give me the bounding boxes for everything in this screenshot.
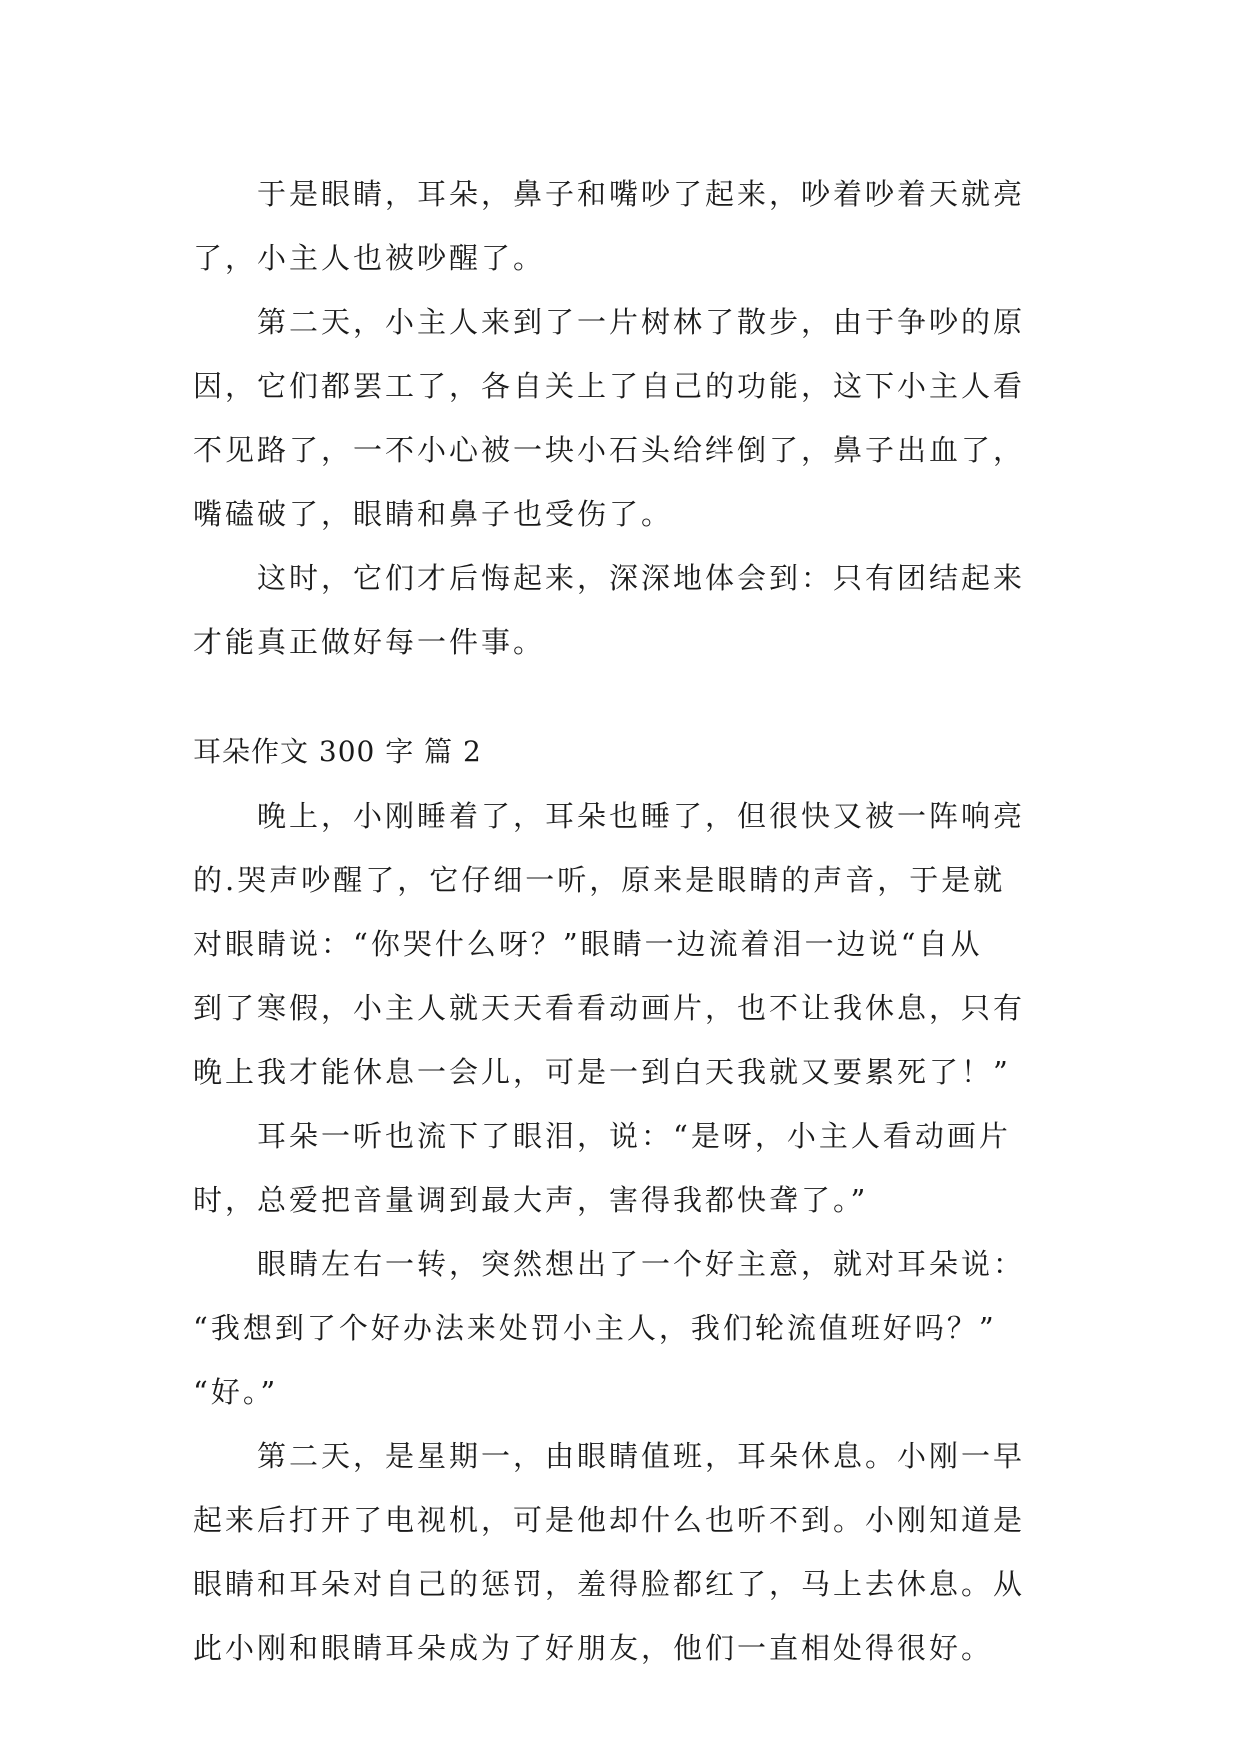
paragraph	[193, 162, 1073, 290]
text-line: 因，它们都罢工了，各自关上了自己的功能，这下小主人看	[193, 369, 1026, 403]
text-line: 耳朵一听也流下了眼泪，说：“是呀，小主人看动画片	[257, 1119, 1011, 1153]
text-line: 第二天，小主人来到了一片树林了散步，由于争吵的原	[257, 305, 1026, 339]
text-line: 时，总爱把音量调到最大声，害得我都快聋了。”	[193, 1183, 869, 1217]
text-line: 此小刚和眼睛耳朵成为了好朋友，他们一直相处得很好。	[193, 1631, 994, 1665]
text-line: 了，小主人也被吵醒了。	[193, 241, 546, 275]
text-line: 第二天，是星期一，由眼睛值班，耳朵休息。小刚一早	[257, 1439, 1026, 1473]
paragraph	[193, 1232, 1073, 1424]
text-line: 于是眼睛，耳朵，鼻子和嘴吵了起来，吵着吵着天就亮	[257, 177, 1026, 211]
paragraph	[193, 784, 1073, 1104]
text-line: “我想到了个好办法来处罚小主人，我们轮流值班好吗？”	[193, 1311, 997, 1345]
section-heading: 耳朵作文 300 字 篇 2	[193, 735, 482, 768]
text-line: 不见路了，一不小心被一块小石头给绊倒了，鼻子出血了，	[193, 433, 1026, 467]
text-line: 到了寒假，小主人就天天看看动画片，也不让我休息，只有	[193, 991, 1026, 1025]
paragraph	[193, 1104, 1073, 1232]
text-line: 才能真正做好每一件事。	[193, 625, 546, 659]
text-line: 眼睛左右一转，突然想出了一个好主意，就对耳朵说：	[257, 1247, 1026, 1281]
text-line: 眼睛和耳朵对自己的惩罚，羞得脸都红了，马上去休息。从	[193, 1567, 1026, 1601]
text-line: 这时，它们才后悔起来，深深地体会到：只有团结起来	[257, 561, 1026, 595]
section-spacer	[193, 674, 1073, 720]
text-line: 的.哭声吵醒了，它仔细一听，原来是眼睛的声音，于是就	[193, 863, 1006, 897]
text-line: 起来后打开了电视机，可是他却什么也听不到。小刚知道是	[193, 1503, 1026, 1537]
paragraph	[193, 290, 1073, 546]
document-body	[193, 162, 1073, 1680]
paragraph	[193, 1424, 1073, 1680]
text-line: 嘴磕破了，眼睛和鼻子也受伤了。	[193, 497, 674, 531]
text-line: 晚上我才能休息一会儿，可是一到白天我就又要累死了！”	[193, 1055, 1011, 1089]
text-line: 晚上，小刚睡着了，耳朵也睡了，但很快又被一阵响亮	[257, 799, 1026, 833]
paragraph	[193, 546, 1073, 674]
text-line: 对眼睛说：“你哭什么呀？”眼睛一边流着泪一边说“自从	[193, 927, 983, 961]
text-line: “好。”	[193, 1375, 279, 1409]
